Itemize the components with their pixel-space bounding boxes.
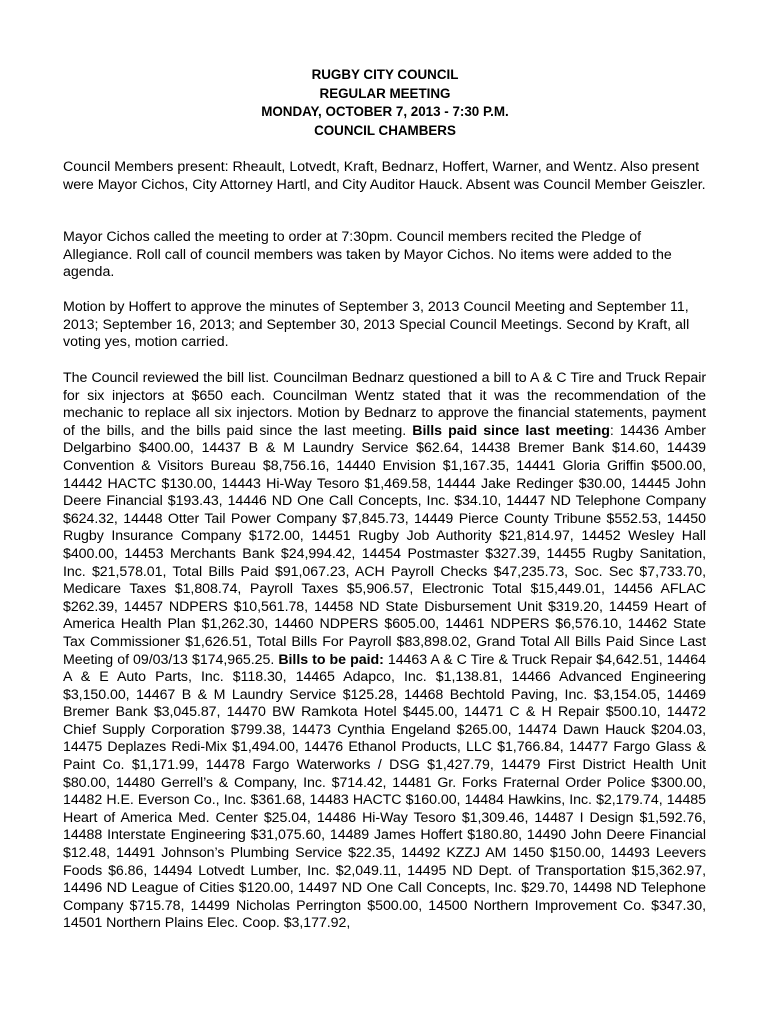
council-name-heading: RUGBY CITY COUNCIL — [311, 67, 459, 82]
call-to-order-paragraph: Mayor Cichos called the meeting to order at 7:30pm. Council members recited the Pledge of Allegiance. Roll call of council members was taken by Mayor Cichos. No items were added to the agenda. — [63, 229, 672, 281]
minutes-motion-paragraph: Motion by Hoffert to approve the minutes of September 3, 2013 Council Meeting and September 11, 2013; September 16, 2013; and September 30, 2013 Special Council Meetings. Second by Kraft, all voting yes, motion carried. — [63, 299, 690, 351]
bills-intro-text: The Council reviewed the bill list. Councilman Bednarz questioned a bill to A & C Tire and Truck Repair for six injectors at $650 each. Councilman Wentz stated that it was the recommendation of the mechanic to replace all six injectors. Motion by Bednarz to approve the financial statements, payment of the bills, and the bills paid since the last meeting. — [63, 370, 706, 439]
bills-paragraph — [63, 370, 706, 933]
bills-to-be-paid-list: 14463 A & C Tire & Truck Repair $4,642.51, 14464 A & E Auto Parts, Inc. $118.30, 14465 Adapco, Inc. $1,138.81, 14466 Advanced Engineering $3,150.00, 14467 B & M Laundry Service $125.28, 14468 Bechtold Paving, Inc. $3,154.05, 14469 Bremer Bank $3,045.87, 14470 BW Ramkota Hotel $445.00, 14471 C & H Repair $500.10, 14472 Chief Supply Corporation $799.38, 14473 Cynthia Engeland $265.00, 14474 Dawn Hauck $204.03, 14475 Deplazes Redi-Mix $1,494.00, 14476 Ethanol Products, LLC $1,766.84, 14477 Fargo Glass & Paint Co. $1,171.99, 14478 Fargo Waterworks / DSG $1,427.79, 14479 First District Health Unit $80.00, 14480 Gerrell’s & Company, Inc. $714.42, 14481 Gr. Forks Fraternal Order Police $300.00, 14482 H.E. Everson Co., Inc. $361.68, 14483 HACTC $160.00, 14484 Hawkins, Inc. $2,179.74, 14485 Heart of America Med. Center $25.04, 14486 Hi-Way Tesoro $1,309.46, 14487 I Design $1,592.76, 14488 Interstate Engineering $31,075.60, 14489 James Hoffert $180.80, 14490 John Deere Financial $12.48, 14491 Johnson’s Plumbing Service $22.35, 14492 KZZJ AM 1450 $150.00, 14493 Leevers Foods $6.86, 14494 Lotvedt Lumber, Inc. $2,049.11, 14495 ND Dept. of Transportation $15,362.97, 14496 ND League of Cities $120.00, 14497 ND One Call Concepts, Inc. $29.70, 14498 ND Telephone Company $715.78, 14499 Nicholas Perrington $500.00, 14500 Northern Improvement Co. $347.30, 14501 Northern Plains Elec. Coop. $3,177.92, — [63, 651, 706, 932]
bills-paid-list: : 14436 Amber Delgarbino $400.00, 14437 B & M Laundry Service $62.64, 14438 Bremer Bank $14.60, 14439 Convention & Visitors Bureau $8,756.16, 14440 Envision $1,167.35, 14441 Gloria Griffin $500.00, 14442 HACTC $130.00, 14443 Hi-Way Tesoro $1,469.58, 14444 Jake Redinger $30.00, 14445 John Deere Financial $193.43, 14446 ND One Call Concepts, Inc. $34.10, 14447 ND Telephone Company $624.32, 14448 Otter Tail Power Company $7,845.73, 14449 Pierce County Tribune $552.53, 14450 Rugby Insurance Company $172.00, 14451 Rugby Job Authority $21,814.97, 14452 Wesley Hall $400.00, 14453 Merchants Bank $24,994.42, 14454 Postmaster $327.39, 14455 Rugby Sanitation, Inc. $21,578.01, Total Bills Paid $91,067.23, ACH Payroll Checks $47,235.73, Soc. Sec $7,733.70, Medicare Taxes $1,808.74, Payroll Taxes $5,906.57, Electronic Total $15,449.01, 14456 AFLAC $262.39, 14457 NDPERS $10,561.78, 14458 ND State Disbursement Unit $319.20, 14459 Heart of America Health Plan $1,262.30, 14460 NDPERS $605.00, 14461 NDPERS $6,576.10, 14462 State Tax Commissioner $1,626.51, Total Bills For Payroll $83,898.02, Grand Total All Bills Paid Since Last Meeting of 09/03/13 $174,965.25. — [63, 422, 706, 668]
document-header — [0, 66, 770, 140]
attendance-paragraph: Council Members present: Rheault, Lotvedt, Kraft, Bednarz, Hoffert, Warner, and Wentz. Also present were Mayor Cichos, City Attorney Hartl, and City Auditor Hauck. Absent was Council Member Geiszler. — [63, 159, 706, 193]
meeting-type-heading: REGULAR MEETING — [319, 85, 451, 101]
bills-to-be-paid-label: Bills to be paid: — [278, 651, 384, 668]
bills-paid-label: Bills paid since last meeting — [412, 422, 610, 439]
meeting-date-heading: MONDAY, OCTOBER 7, 2013 - 7:30 P.M. — [261, 104, 509, 120]
meeting-location-heading: COUNCIL CHAMBERS — [314, 122, 456, 138]
